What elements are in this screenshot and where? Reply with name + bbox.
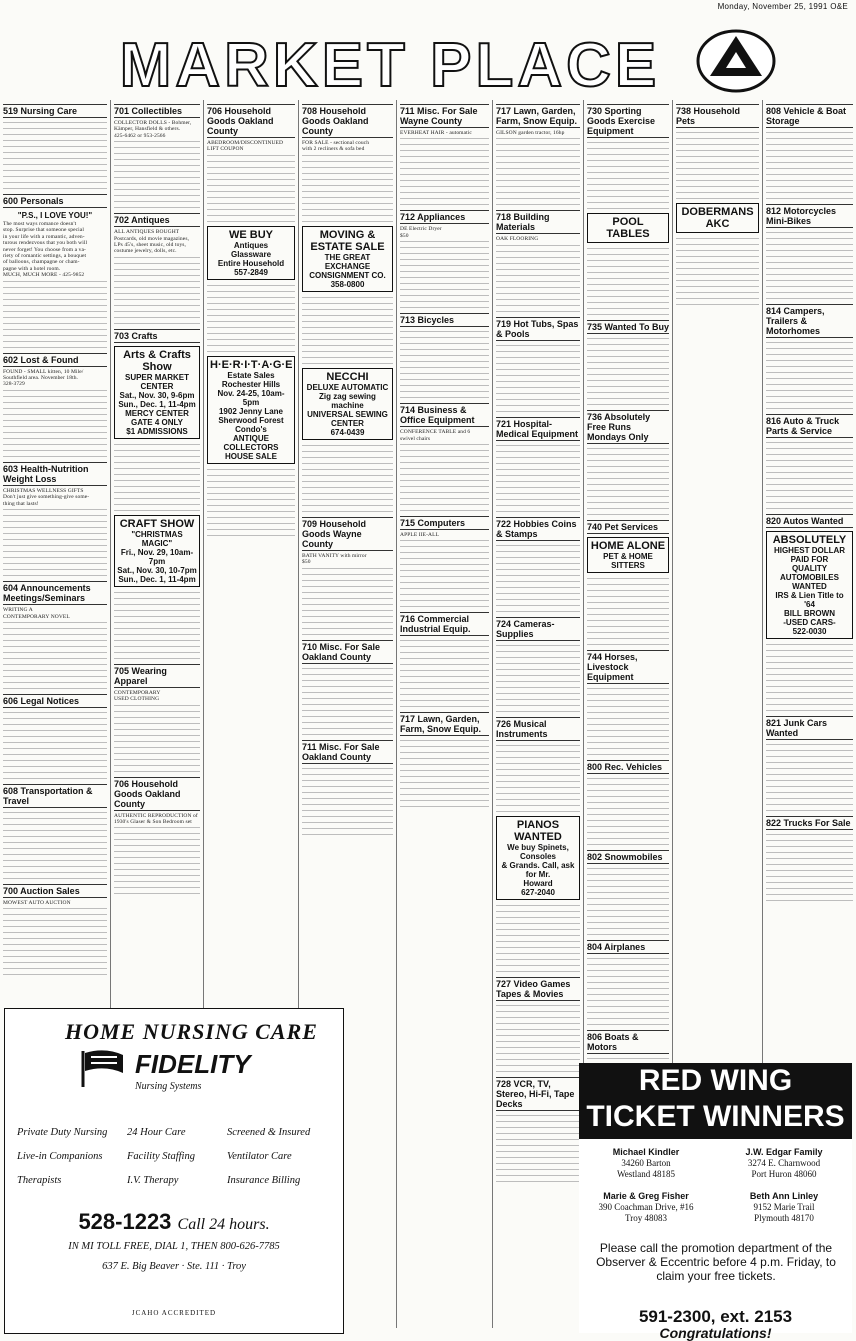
display-ad-line: Antiques: [233, 240, 269, 250]
section-heading: 800 Rec. Vehicles: [587, 760, 669, 774]
section-heading: 711 Misc. For Sale Oakland County: [302, 740, 393, 764]
section-heading: 705 Wearing Apparel: [114, 664, 200, 688]
listing-line: MOWEST AUTO AUCTION: [3, 899, 71, 906]
section-heading: 727 Video Games Tapes & Movies: [496, 977, 580, 1001]
section-heading: 700 Auction Sales: [3, 884, 107, 898]
service-item: Live-in Companions: [17, 1151, 103, 1162]
listing-line: FOUND - SMALL kitten, 10 Mile/: [3, 368, 84, 375]
red-wing-phone: 591-2300, ext. 2153: [638, 1307, 793, 1326]
winner-address: Westland 48185: [616, 1169, 676, 1179]
fine-print-block: [400, 442, 489, 512]
display-ad-line: WANTED: [792, 582, 827, 591]
listing-line: MUCH, MUCH MORE - 425-9852: [3, 272, 85, 279]
listing-line: GILSON garden tractor, 16hp: [496, 130, 565, 136]
classified-listing: [3, 607, 107, 620]
section-heading: 701 Collectibles: [114, 104, 200, 118]
section-heading: 713 Bicycles: [400, 313, 489, 327]
listing-line: CONTEMPORARY: [114, 689, 161, 696]
winner-entry: [719, 1191, 849, 1224]
fine-print-block: [766, 642, 853, 712]
red-wing-ad: [579, 1063, 852, 1341]
classified-column: [0, 100, 110, 1008]
fine-print-block: [114, 442, 200, 512]
display-ad-line: QUALITY AUTOMOBILES: [780, 564, 839, 582]
classified-listing: [207, 140, 295, 153]
display-ad-line: CONSIGNMENT CO.: [309, 270, 386, 280]
nursing-phone-suffix: Call 24 hours.: [177, 1216, 270, 1233]
winner-name: Beth Ann Linley: [749, 1191, 819, 1201]
classified-listing: [400, 226, 489, 239]
fine-print-block: [587, 686, 669, 756]
flag-logo-icon: [77, 1047, 127, 1091]
listing-line: Southfield area. November 18th.: [3, 375, 79, 382]
section-heading: 714 Business & Office Equipment: [400, 403, 489, 427]
nursing-brand: FIDELITY: [135, 1049, 251, 1079]
red-wing-headline-line: RED WING: [638, 1064, 793, 1097]
display-ad-box: [587, 537, 669, 573]
section-heading: 715 Computers: [400, 516, 489, 530]
display-ad-box: [302, 226, 393, 292]
ad-title: "P.S., I LOVE YOU!": [17, 211, 93, 220]
listing-line: CONTEMPORARY NOVEL: [3, 613, 70, 620]
listing-line: BATH VANITY with mirror: [302, 552, 367, 559]
nursing-care-ad: [4, 1008, 344, 1334]
section-heading: 812 Motorcycles Mini-Bikes: [766, 204, 853, 228]
fine-print-block: [766, 742, 853, 812]
fine-print-block: [496, 443, 580, 513]
display-ad-line: Glassware: [230, 249, 272, 259]
section-heading: 519 Nursing Care: [3, 104, 107, 118]
winner-entry: [581, 1191, 711, 1224]
fine-print-block: [114, 590, 200, 660]
classified-listing: [114, 813, 200, 826]
listing-line: USED CLOTHING: [114, 696, 160, 703]
winner-address: 3274 E. Charnwood: [747, 1158, 821, 1168]
display-ad-headline: Arts & Crafts Show: [123, 348, 191, 373]
fine-print-block: [302, 766, 393, 836]
section-heading: 724 Cameras-Supplies: [496, 617, 580, 641]
listing-line: EVERHEAT HAIR - automatic: [400, 130, 472, 136]
display-ad-line: GATE 4 ONLY: [130, 417, 183, 427]
display-ad-box: [496, 816, 580, 900]
fine-print-block: [587, 866, 669, 936]
winner-entry: [719, 1147, 849, 1180]
display-ad-box: [676, 203, 759, 233]
display-ad-line: THE GREAT EXCHANGE: [324, 252, 371, 271]
fine-print-block: [496, 903, 580, 973]
page-header: [0, 0, 856, 16]
section-heading: 744 Horses, Livestock Equipment: [587, 650, 669, 684]
fine-print-block: [3, 710, 107, 780]
section-heading: 711 Misc. For Sale Wayne County: [400, 104, 489, 128]
display-ad-line: Zig zag sewing machine: [319, 391, 376, 410]
fine-print-block: [207, 283, 295, 353]
fine-print-block: [207, 467, 295, 537]
fine-print-block: [114, 825, 200, 895]
display-ad-line: DELUXE AUTOMATIC: [306, 382, 389, 392]
classified-listing: [400, 429, 489, 442]
display-ad-line: Sun., Dec. 1, 11-4pm: [118, 399, 196, 409]
winner-address: 390 Coachman Drive, #16: [598, 1202, 694, 1212]
listing-line: The most ways romance doesn't: [3, 221, 77, 227]
section-heading: 600 Personals: [3, 194, 107, 208]
display-ad-line: "CHRISTMAS MAGIC": [131, 529, 183, 548]
display-ad-line: Estate Sales: [227, 370, 275, 380]
fine-print-block: [587, 576, 669, 646]
section-heading: 728 VCR, TV, Stereo, Hi-Fi, Tape Decks: [496, 1077, 580, 1111]
section-heading: 802 Snowmobiles: [587, 850, 669, 864]
listing-line: pagne with a hotel room.: [3, 265, 61, 272]
listing-line: Postcards, old movie magazines,: [114, 235, 190, 242]
fine-print-block: [496, 136, 580, 206]
listing-line: ALL ANTIQUES BOUGHT: [114, 229, 180, 236]
display-ad-line: UNIVERSAL SEWING CENTER: [307, 409, 388, 428]
listing-line: 425-6462 or 953-2566: [114, 132, 166, 139]
section-heading: 814 Campers, Trailers & Motorhomes: [766, 304, 853, 338]
section-heading: 709 Household Goods Wayne County: [302, 517, 393, 551]
banner-title: MARKET PLACE: [119, 31, 661, 100]
display-ad-line: 1902 Jenny Lane: [218, 406, 284, 416]
fine-print-block: [400, 239, 489, 309]
section-heading: 804 Airplanes: [587, 940, 669, 954]
fine-print-block: [400, 738, 489, 808]
fine-print-block: [3, 507, 107, 577]
fine-print-block: [496, 743, 580, 813]
service-item: Ventilator Care: [227, 1151, 292, 1162]
display-ad-box: [114, 346, 200, 439]
display-ad-headline: WE BUY: [229, 228, 273, 241]
display-ad-headline: CRAFT SHOW: [119, 517, 195, 530]
listing-line: Kämper, Hansfield & others.: [114, 126, 181, 133]
service-item: 24 Hour Care: [127, 1127, 186, 1138]
section-heading: 730 Sporting Goods Exercise Equipment: [587, 104, 669, 138]
nursing-address: 637 E. Big Beaver · Ste. 111 · Troy: [102, 1261, 246, 1272]
fine-print-block: [302, 153, 393, 223]
listing-line: turous rendezvous that you both will: [3, 240, 88, 247]
fine-print-block: [766, 230, 853, 300]
section-heading: 808 Vehicle & Boat Storage: [766, 104, 853, 128]
fine-print-block: [496, 343, 580, 413]
fine-print-block: [3, 388, 107, 458]
section-heading: 717 Lawn, Garden, Farm, Snow Equip.: [496, 104, 580, 128]
listing-line: COLLECTOR DOLLS - Bohmer,: [114, 120, 192, 126]
fine-print-block: [496, 243, 580, 313]
classified-listing: [302, 553, 393, 566]
fine-print-block: [587, 956, 669, 1026]
nursing-phone-line: [5, 1209, 343, 1235]
fine-print-block: [587, 336, 669, 406]
display-ad-box: [207, 226, 295, 280]
classified-column: [396, 100, 492, 1328]
fine-print-block: [587, 446, 669, 516]
display-ad-line: Entire Household: [217, 258, 285, 268]
classified-listing: [114, 229, 200, 255]
section-heading: 736 Absolutely Free Runs Mondays Only: [587, 410, 669, 444]
listing-line: 328-3729: [3, 381, 25, 388]
listing-line: CONFERENCE TABLE and 6: [400, 429, 471, 436]
section-heading: 820 Autos Wanted: [766, 514, 853, 528]
listing-line: thing that lasts!: [3, 500, 39, 507]
section-heading: 706 Household Goods Oakland County: [114, 777, 200, 811]
section-heading: 702 Antiques: [114, 213, 200, 227]
fine-print-block: [587, 776, 669, 846]
listing-line: never forget! You choose from a va-: [3, 246, 86, 253]
section-heading: 604 Announcements Meetings/Seminars: [3, 581, 107, 605]
display-ad-headline: PIANOS WANTED: [514, 818, 562, 843]
section-heading: 603 Health-Nutrition Weight Loss: [3, 462, 107, 486]
fine-print-block: [766, 340, 853, 410]
display-ad-box: [766, 531, 853, 639]
section-heading: 738 Household Pets: [676, 104, 759, 128]
fine-print-block: [3, 810, 107, 880]
listing-line: $50: [302, 559, 311, 566]
fine-print-block: [114, 255, 200, 325]
section-heading: 726 Musical Instruments: [496, 717, 580, 741]
display-ad-headline: H·E·R·I·T·A·G·E: [210, 358, 293, 371]
winner-name: Michael Kindler: [612, 1147, 680, 1157]
service-item: Screened & Insured: [227, 1127, 311, 1138]
fine-print-block: [3, 279, 107, 349]
display-ad-headline: POOL TABLES: [606, 216, 650, 240]
display-ad-line: HIGHEST DOLLAR PAID FOR: [773, 546, 846, 564]
winner-address: Port Huron 48060: [751, 1169, 817, 1179]
banner: [90, 20, 780, 110]
winner-address: Plymouth 48170: [754, 1213, 814, 1223]
display-ad-line: IRS & Lien Title to '64: [775, 591, 844, 609]
display-ad-line: Rochester Hills: [221, 379, 281, 389]
service-item: Private Duty Nursing: [17, 1127, 108, 1138]
display-ad-line: -USED CARS-: [783, 618, 836, 627]
fine-print-block: [207, 153, 295, 223]
display-ad-headline: DOBERMANS AKC: [681, 206, 754, 230]
display-ad-line: 358-0800: [330, 279, 365, 289]
section-heading: 703 Crafts: [114, 329, 200, 343]
display-ad-line: ANTIQUE COLLECTORS: [223, 433, 279, 452]
listing-line: FOR SALE - sectional couch: [302, 140, 370, 146]
nursing-ad-title: HOME NURSING CARE: [65, 1019, 318, 1044]
classified-column: [672, 100, 762, 1063]
section-heading: 735 Wanted To Buy: [587, 322, 670, 332]
section-heading: 740 Pet Services: [587, 520, 669, 534]
display-ad-line: MERCY CENTER: [125, 408, 189, 418]
section-heading: 706 Household Goods Oakland County: [207, 104, 295, 138]
display-ad-line: $1 ADMISSIONS: [126, 426, 188, 436]
display-ad-headline: MOVING & ESTATE SALE: [310, 228, 385, 253]
listing-line: OAK FLOORING: [496, 236, 539, 243]
fine-print-block: [766, 130, 853, 200]
listing-line: AUTHENTIC REPRODUCTION of: [114, 812, 198, 819]
fine-print-block: [676, 236, 759, 306]
winner-address: 9152 Marie Trail: [753, 1202, 815, 1212]
listing-line: $50: [400, 232, 409, 239]
display-ad-headline: HOME ALONE: [590, 540, 666, 552]
fine-print-block: [3, 906, 107, 976]
listing-line: 1930's Glaser & Son Bedroom set: [114, 819, 192, 826]
section-heading: 606 Legal Notices: [3, 694, 107, 708]
listing-line: DE Electric Dryer: [400, 226, 442, 233]
winner-address: 34260 Barton: [621, 1158, 671, 1168]
nursing-subtitle: Nursing Systems: [135, 1081, 202, 1092]
display-ad-box: [302, 368, 393, 440]
fine-print-block: [3, 620, 107, 690]
fine-print-block: [496, 543, 580, 613]
section-heading: 719 Hot Tubs, Spas & Pools: [496, 318, 579, 339]
fine-print-block: [114, 703, 200, 773]
listing-line: of balloons, champagne or cham-: [3, 259, 80, 266]
fine-print-block: [496, 643, 580, 713]
display-ad-line: 522-0030: [792, 627, 827, 636]
fine-print-block: [496, 1113, 580, 1183]
display-ad-line: Sat., Nov. 30, 9-6pm: [119, 390, 195, 400]
listing-line: APPLE IIE-ALL: [400, 532, 440, 539]
classified-listing: [3, 369, 107, 388]
listing-line: Don't just give something-give some-: [3, 494, 90, 501]
nursing-accreditation: JCAHO ACCREDITED: [131, 1309, 217, 1317]
display-ad-line: Fri., Nov. 29, 10am-7pm: [120, 547, 194, 566]
section-heading: 821 Junk Cars Wanted: [766, 716, 853, 740]
section-heading: 721 Hospital-Medical Equipment: [496, 418, 579, 439]
display-ad-line: 674-0439: [330, 427, 365, 437]
section-heading: 608 Transportation & Travel: [3, 784, 107, 808]
display-ad-line: SUPER MARKET CENTER: [124, 372, 189, 391]
listing-line: stop. Surprise that someone special: [3, 227, 84, 234]
winner-address: Troy 48083: [625, 1213, 667, 1223]
display-ad-line: BILL BROWN: [784, 609, 835, 618]
listing-line: with 2 recliners & sofa bed: [302, 146, 365, 153]
section-heading: 816 Auto & Truck Parts & Service: [766, 414, 853, 438]
winner-name: Marie & Greg Fisher: [603, 1191, 689, 1201]
section-heading: 716 Commercial Industrial Equip.: [400, 612, 489, 636]
fine-print-block: [3, 120, 107, 190]
date-line: Monday, November 25, 1991 O&E: [717, 2, 848, 11]
fine-print-block: [587, 246, 669, 316]
fine-print-block: [114, 139, 200, 209]
display-ad-headline: ABSOLUTELY: [772, 534, 847, 546]
display-ad-box: [207, 356, 295, 464]
listing-line: in your life with a romantic, adven-: [3, 233, 85, 240]
classified-column: [492, 100, 583, 1328]
red-wing-congrats: Congratulations!: [659, 1325, 772, 1341]
display-ad-line: We buy Spinets, Consoles: [507, 842, 569, 861]
listing-line: swivel chairs: [400, 435, 431, 442]
red-wing-headline-line: TICKET WINNERS: [586, 1100, 845, 1133]
display-ad-line: Sun., Dec. 1, 11-4pm: [118, 574, 196, 584]
listing-line: costume jewelry, dolls, etc.: [114, 248, 177, 255]
display-ad-line: & Grands. Call, ask for Mr.: [501, 860, 575, 879]
fine-print-block: [587, 140, 669, 210]
listing-line: riety of romantic settings, a bouquet: [3, 253, 87, 260]
section-heading: 717 Lawn, Garden, Farm, Snow Equip.: [400, 712, 489, 736]
listing-line: CHRISTMAS WELLNESS GIFTS: [3, 487, 84, 494]
classified-listing: [302, 140, 393, 153]
display-ad-line: Sherwood Forest Condo's: [218, 415, 284, 434]
winner-name: J.W. Edgar Family: [745, 1147, 823, 1157]
fine-print-block: [400, 638, 489, 708]
fine-print-block: [302, 566, 393, 636]
display-ad-box: [587, 213, 669, 243]
classified-column: [583, 100, 672, 1063]
market-logo-icon: [696, 26, 776, 96]
display-ad-line: Howard: [523, 878, 553, 888]
display-ad-line: HOUSE SALE: [224, 451, 277, 461]
listing-line: LPs 45's, sheet music, old toys,: [114, 242, 187, 249]
classified-listing: [114, 120, 200, 139]
section-heading: 822 Trucks For Sale: [766, 816, 853, 830]
display-ad-box: [114, 515, 200, 587]
listing-line: LIFT COUPON: [207, 146, 244, 153]
fine-print-block: [676, 130, 759, 200]
fine-print-block: [400, 538, 489, 608]
service-item: Therapists: [17, 1175, 62, 1186]
classified-listing: [3, 221, 107, 279]
nursing-phone: 528-1223: [78, 1209, 172, 1234]
fine-print-block: [302, 295, 393, 365]
listing-line: WRITING A: [3, 607, 33, 614]
display-ad-line: 557-2849: [234, 267, 268, 277]
service-item: Facility Staffing: [127, 1151, 195, 1162]
fine-print-block: [766, 440, 853, 510]
section-heading: 722 Hobbies Coins & Stamps: [496, 517, 580, 541]
fine-print-block: [400, 329, 489, 399]
fine-print-block: [302, 666, 393, 736]
fine-print-block: [302, 443, 393, 513]
classified-column: [762, 100, 856, 1063]
section-heading: 718 Building Materials: [496, 210, 580, 234]
red-wing-note: Please call the promotion department of the Observer & Eccentric before 4 p.m. Friday, to claim your free tickets.: [596, 1241, 836, 1283]
section-heading: 712 Appliances: [400, 210, 489, 224]
fine-print-block: [400, 136, 489, 206]
display-ad-headline: NECCHI: [326, 370, 369, 383]
display-ad-line: Sat., Nov. 30, 10-7pm: [117, 565, 197, 575]
fine-print-block: [496, 1003, 580, 1073]
nursing-tollfree: IN MI TOLL FREE, DIAL 1, THEN 800-626-7785: [68, 1241, 280, 1252]
display-ad-line: PET & HOME SITTERS: [603, 552, 653, 570]
classified-listing: [114, 690, 200, 703]
service-item: Insurance Billing: [227, 1175, 301, 1186]
section-heading: 708 Household Goods Oakland County: [302, 104, 393, 138]
display-ad-line: Nov. 24-25, 10am-5pm: [217, 388, 285, 407]
listing-line: ABEDROOM/DISCONTINUED: [207, 140, 284, 146]
winner-entry: [581, 1147, 711, 1180]
red-wing-headline: [579, 1063, 852, 1139]
section-heading: 806 Boats & Motors: [587, 1030, 669, 1054]
display-ad-line: 627-2040: [521, 887, 555, 897]
service-item: I.V. Therapy: [127, 1175, 179, 1186]
fine-print-block: [766, 832, 853, 902]
classified-listing: [3, 488, 107, 507]
section-heading: 710 Misc. For Sale Oakland County: [302, 640, 393, 664]
section-heading: 602 Lost & Found: [3, 353, 107, 367]
